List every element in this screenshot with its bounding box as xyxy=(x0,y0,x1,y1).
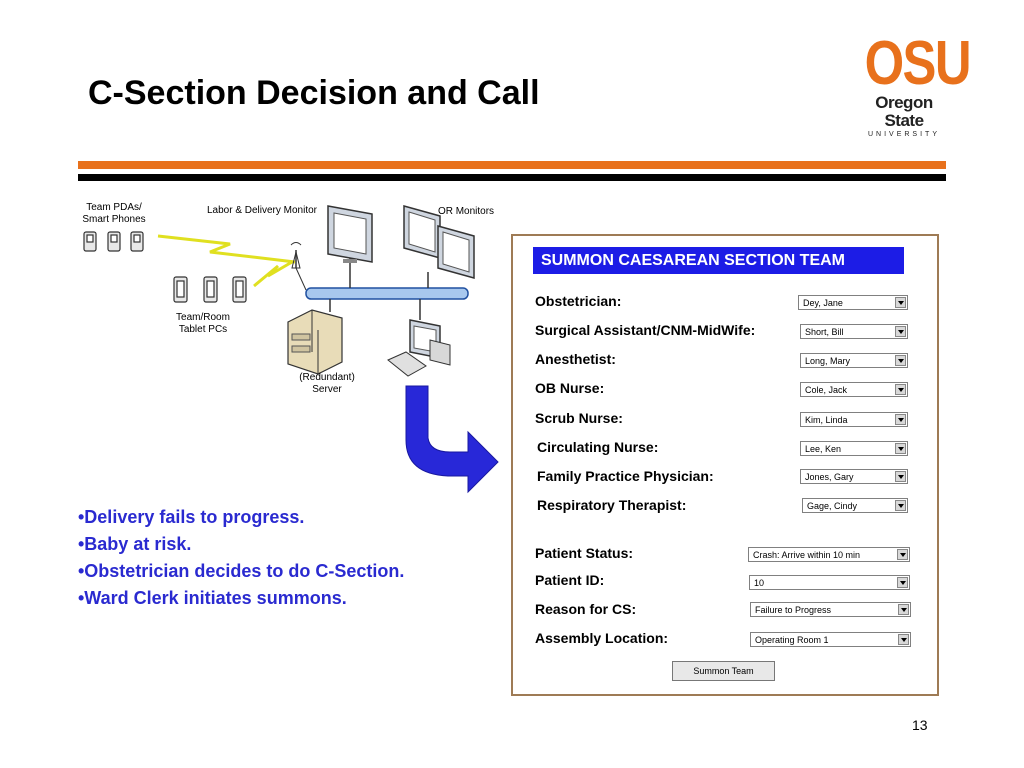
monitor-caption: Labor & Delivery Monitor xyxy=(206,205,318,216)
reason-select[interactable] xyxy=(750,602,911,617)
server-caption-line1: (Redundant) xyxy=(299,372,355,383)
pda-icon xyxy=(84,232,143,251)
patient-status-label: Patient Status: xyxy=(535,545,634,561)
logo-osu-text: OSU xyxy=(864,29,970,98)
ob-nurse-value: Cole, Jack xyxy=(805,385,848,395)
circulating-nurse-select[interactable] xyxy=(800,441,908,456)
tablet-caption xyxy=(158,312,248,336)
respiratory-therapist-select[interactable] xyxy=(802,498,908,513)
chevron-down-icon[interactable] xyxy=(895,414,906,425)
respiratory-therapist-label: Respiratory Therapist: xyxy=(537,497,687,513)
wireless-bolt-lower-icon xyxy=(254,262,292,286)
or-monitors-caption: OR Monitors xyxy=(437,206,495,217)
anesthetist-label: Anesthetist: xyxy=(535,351,616,367)
obstetrician-value: Dey, Jane xyxy=(803,298,843,308)
surgical-assistant-value: Short, Bill xyxy=(805,327,844,337)
bullet-item: •Baby at risk. xyxy=(78,534,192,554)
chevron-down-icon[interactable] xyxy=(895,297,906,308)
chevron-down-icon[interactable] xyxy=(898,634,909,645)
reason-value: Failure to Progress xyxy=(755,605,832,615)
anesthetist-select[interactable] xyxy=(800,353,908,368)
server-caption-line2: Server xyxy=(312,384,342,395)
logo-university-text: UNIVERSITY xyxy=(867,131,940,138)
scrub-nurse-select[interactable] xyxy=(800,412,908,427)
server-caption xyxy=(282,372,372,396)
ob-nurse-label: OB Nurse: xyxy=(535,380,605,396)
logo-oregon-state-text: Oregon State xyxy=(875,93,933,130)
wireless-bolt-upper-icon xyxy=(158,236,295,262)
chevron-down-icon[interactable] xyxy=(895,355,906,366)
scrub-nurse-label: Scrub Nurse: xyxy=(535,410,623,426)
summon-team-button[interactable]: Summon Team xyxy=(672,661,775,681)
patient-status-value: Crash: Arrive within 10 min xyxy=(753,550,861,560)
tablet-caption-line1: Team/Room xyxy=(176,312,230,323)
anesthetist-value: Long, Mary xyxy=(805,356,851,366)
respiratory-therapist-value: Gage, Cindy xyxy=(807,501,858,511)
antenna-icon xyxy=(291,243,306,291)
pda-caption-line1: Team PDAs/ xyxy=(86,202,142,213)
server-icon xyxy=(288,310,342,374)
obstetrician-select[interactable] xyxy=(798,295,908,310)
osu-logo xyxy=(856,29,970,140)
ob-nurse-select[interactable] xyxy=(800,382,908,397)
network-diagram xyxy=(0,0,512,500)
patient-id-label: Patient ID: xyxy=(535,572,605,588)
pda-caption-line2: Smart Phones xyxy=(82,214,146,225)
workstation-icon xyxy=(388,320,450,376)
family-physician-label: Family Practice Physician: xyxy=(537,468,714,484)
surgical-assistant-label: Surgical Assistant/CNM-MidWife: xyxy=(535,322,756,338)
chevron-down-icon[interactable] xyxy=(898,604,909,615)
family-physician-value: Jones, Gary xyxy=(805,472,854,482)
patient-id-select[interactable] xyxy=(749,575,910,590)
chevron-down-icon[interactable] xyxy=(895,471,906,482)
pda-caption xyxy=(64,202,164,226)
page-number: 13 xyxy=(912,717,928,733)
chevron-down-icon[interactable] xyxy=(897,549,908,560)
chevron-down-icon[interactable] xyxy=(895,384,906,395)
chevron-down-icon[interactable] xyxy=(895,443,906,454)
bullet-item: •Ward Clerk initiates summons. xyxy=(78,588,347,608)
tablet-icon xyxy=(174,277,246,302)
summon-team-form xyxy=(511,234,939,696)
reason-label: Reason for CS: xyxy=(535,601,637,617)
surgical-assistant-select[interactable] xyxy=(800,324,908,339)
flow-arrow-icon xyxy=(406,386,498,492)
tablet-caption-line2: Tablet PCs xyxy=(178,324,228,335)
assembly-location-select[interactable] xyxy=(750,632,911,647)
bullet-list xyxy=(78,504,404,612)
labor-delivery-monitor-icon xyxy=(328,206,372,263)
bullet-item: •Obstetrician decides to do C-Section. xyxy=(78,561,405,581)
circulating-nurse-value: Lee, Ken xyxy=(805,444,842,454)
assembly-location-value: Operating Room 1 xyxy=(755,635,829,645)
chevron-down-icon[interactable] xyxy=(897,577,908,588)
patient-status-select[interactable] xyxy=(748,547,910,562)
scrub-nurse-value: Kim, Linda xyxy=(805,415,848,425)
assembly-location-label: Assembly Location: xyxy=(535,630,669,646)
bullet-item: •Delivery fails to progress. xyxy=(78,507,305,527)
circulating-nurse-label: Circulating Nurse: xyxy=(537,439,659,455)
family-physician-select[interactable] xyxy=(800,469,908,484)
obstetrician-label: Obstetrician: xyxy=(535,293,622,309)
form-header: SUMMON CAESAREAN SECTION TEAM xyxy=(533,247,904,274)
slide-title: C-Section Decision and Call xyxy=(88,74,540,112)
chevron-down-icon[interactable] xyxy=(895,326,906,337)
chevron-down-icon[interactable] xyxy=(895,500,906,511)
patient-id-value: 10 xyxy=(754,578,765,588)
